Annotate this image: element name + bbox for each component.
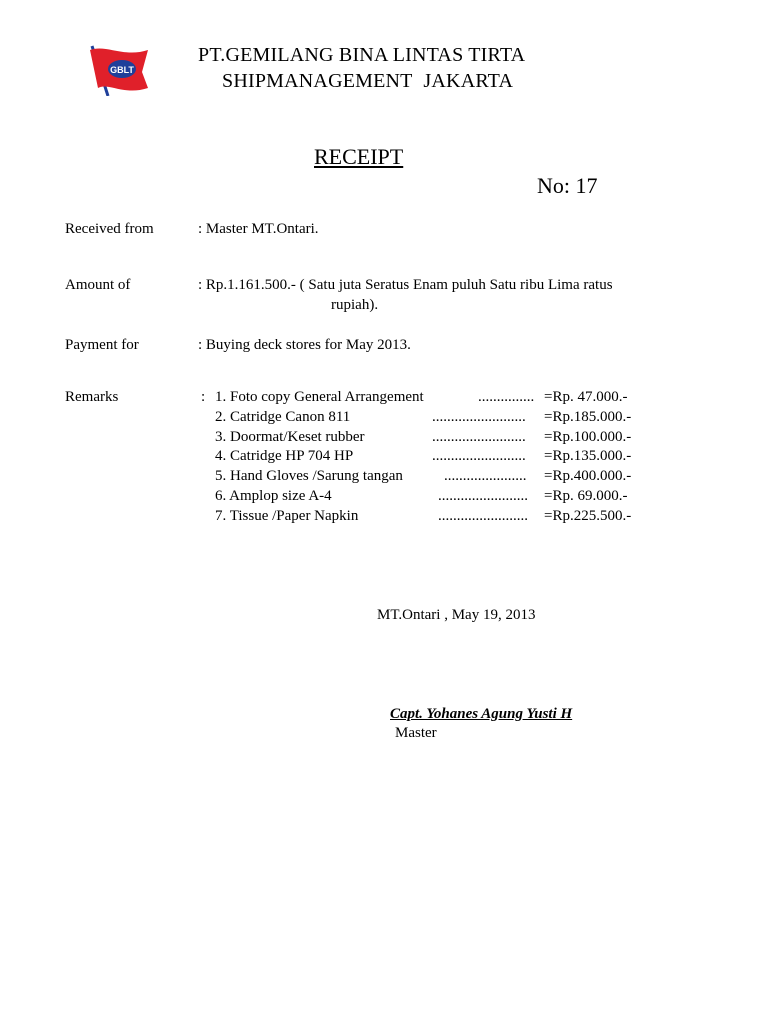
remarks-item-1-dots: ............... bbox=[478, 389, 535, 405]
remarks-item-3-dots: ......................... bbox=[432, 429, 526, 445]
company-division: SHIPMANAGEMENT JAKARTA bbox=[222, 70, 514, 92]
payment-for-label: Payment for bbox=[65, 337, 139, 353]
remarks-item-5-dots: ...................... bbox=[444, 468, 527, 484]
company-logo-flag bbox=[84, 44, 152, 96]
remarks-item-3-amount: =Rp.100.000.- bbox=[544, 429, 632, 445]
remarks-item-1-desc: 1. Foto copy General Arrangement bbox=[215, 389, 424, 405]
signatory-name: Capt. Yohanes Agung Yusti H bbox=[390, 706, 573, 722]
remarks-label: Remarks bbox=[65, 389, 119, 405]
remarks-item-3-desc: 3. Doormat/Keset rubber bbox=[215, 429, 365, 445]
remarks-item-4-amount: =Rp.135.000.- bbox=[544, 448, 632, 464]
remarks-item-4-dots: ......................... bbox=[432, 448, 526, 464]
remarks-colon: : bbox=[201, 389, 206, 405]
remarks-item-6-amount: =Rp. 69.000.- bbox=[544, 488, 628, 504]
signatory-title: Master bbox=[395, 725, 437, 741]
receipt-title-text: RECEIPT bbox=[314, 144, 404, 169]
payment-for-value: : Buying deck stores for May 2013. bbox=[198, 337, 411, 353]
remarks-item-5-amount: =Rp.400.000.- bbox=[544, 468, 632, 484]
remarks-item-4-desc: 4. Catridge HP 704 HP bbox=[215, 448, 354, 464]
amount-value-line2: rupiah). bbox=[331, 297, 379, 313]
receipt-title bbox=[314, 144, 445, 170]
place-and-date: MT.Ontari , May 19, 2013 bbox=[377, 607, 536, 623]
remarks-item-7-amount: =Rp.225.500.- bbox=[544, 508, 632, 524]
remarks-item-7-dots: ........................ bbox=[438, 508, 528, 524]
remarks-item-5-desc: 5. Hand Gloves /Sarung tangan bbox=[215, 468, 403, 484]
company-name: PT.GEMILANG BINA LINTAS TIRTA bbox=[198, 44, 526, 66]
remarks-item-2-amount: =Rp.185.000.- bbox=[544, 409, 632, 425]
remarks-item-2-desc: 2. Catridge Canon 811 bbox=[215, 409, 351, 425]
remarks-item-6-dots: ........................ bbox=[438, 488, 528, 504]
remarks-item-1-amount: =Rp. 47.000.- bbox=[544, 389, 628, 405]
remarks-item-7-desc: 7. Tissue /Paper Napkin bbox=[215, 508, 359, 524]
receipt-number: No: 17 bbox=[537, 173, 598, 198]
amount-label: Amount of bbox=[65, 277, 131, 293]
received-from-value: : Master MT.Ontari. bbox=[198, 221, 319, 237]
remarks-item-2-dots: ......................... bbox=[432, 409, 526, 425]
received-from-label: Received from bbox=[65, 221, 154, 237]
remarks-item-6-desc: 6. Amplop size A-4 bbox=[215, 488, 332, 504]
logo-text: GBLT bbox=[110, 65, 134, 75]
amount-value-line1: : Rp.1.161.500.- ( Satu juta Seratus Enam puluh Satu ribu Lima ratus bbox=[198, 277, 613, 293]
